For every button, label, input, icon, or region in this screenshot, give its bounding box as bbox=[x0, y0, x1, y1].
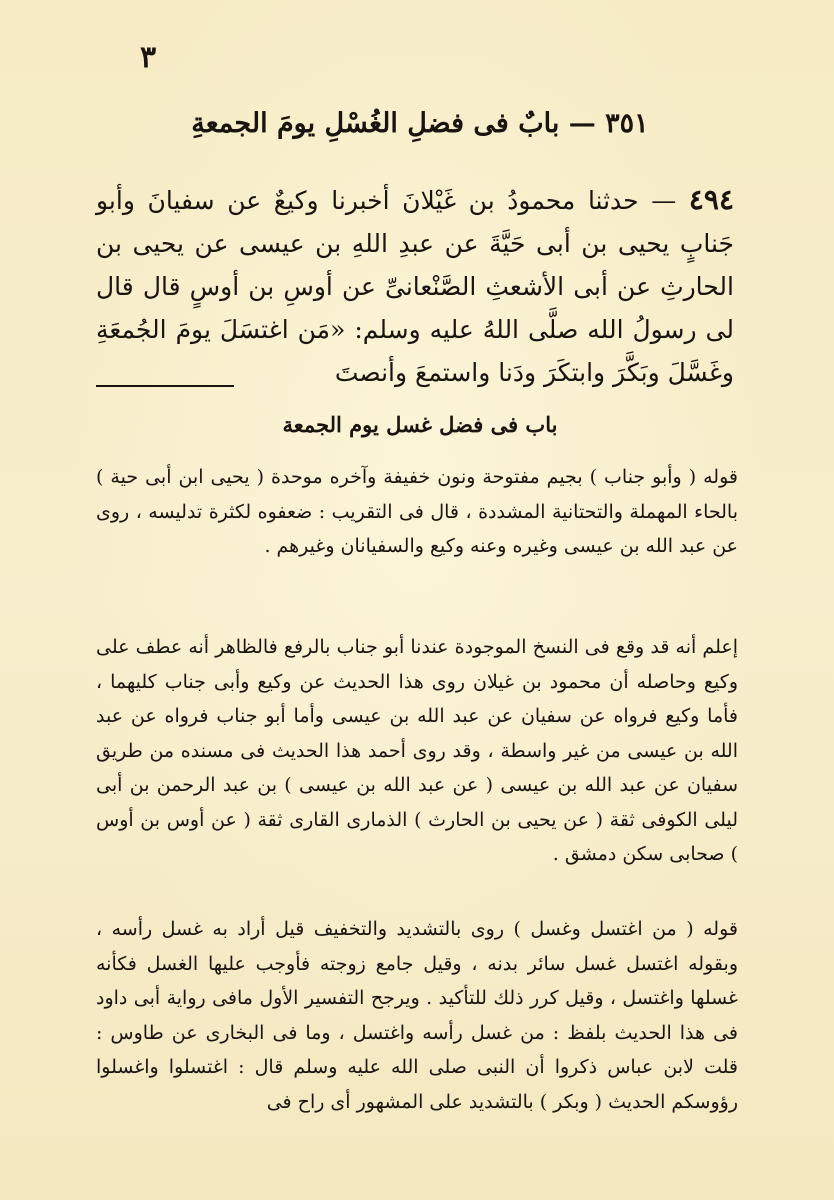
commentary-paragraph: قوله ( من اغتسل وغسل ) روى بالتشديد والتخفيف قيل أراد به غسل رأسه ، وبقوله اغتسل غسل سائر بدنه ، وقيل جامع زوجته فأوجب عليها الغسل فكأنه غسلها واغتسل ، وقيل كرر ذلك للتأكيد . ويرجح التفسير الأول مافى رواية أبى داود فى هذا الحديث بلفظ : من غسل رأسه واغتسل ، وما فى البخارى عن طاوس : قلت لابن عباس ذكروا أن النبى صلى الله عليه وسلم قال : اغتسلوا واغسلوا رؤوسكم الحديث ( وبكر ) بالتشديد على المشهور أى راح فى bbox=[96, 918, 738, 1113]
commentary-paragraph: إعلم أنه قد وقع فى النسخ الموجودة عندنا أبو جناب بالرفع فالظاهر أنه عطف على وكيع وحاصله أن محمود بن غيلان روى هذا الحديث عن وكيع وأبى جناب كليهما ، فأما وكيع فرواه عن سفيان عن عبد الله بن عيسى وأما أبو جناب فرواه عن عبد الله بن عيسى من غير واسطة ، وقد روى أحمد هذا الحديث فى مسنده من طريق سفيان عن عبد الله بن عيسى ( عن عبد الله بن عيسى ) بن عبد الرحمن بن أبى ليلى الكوفى ثقة ( عن يحيى بن الحارث ) الذمارى القارى ثقة ( عن أوس بن أوس ) صحابى سكن دمشق . bbox=[96, 636, 738, 865]
commentary-paragraph: قوله ( وأبو جناب ) بجيم مفتوحة ونون خفيفة وآخره موحدة ( يحيى ابن أبى حية ) بالحاء المهملة والتحتانية المشددة ، قال فى التقريب : ضعفوه لكثرة تدليسه ، روى عن عبد الله بن عيسى وغيره وعنه وكيع والسفيانان وغيرهم . bbox=[96, 466, 738, 557]
hadith-text-block bbox=[96, 178, 734, 394]
commentary-title: باب فى فضل غسل يوم الجمعة bbox=[282, 412, 558, 437]
section-divider bbox=[96, 385, 234, 387]
page-number: ٣ bbox=[140, 40, 157, 75]
hadith-text: — حدثنا محمودُ بن غَيْلانَ أخبرنا وكيعٌ عن سفيانَ وأبو جَنابٍ يحيى بن أبى حَيَّةَ عن عبدِ اللهِ بن عيسى عن يحيى بن الحارثِ عن أبى الأشعثِ الصَّنْعانىِّ عن أوسِ بن أوسٍ قال قال لى رسولُ الله صلَّى اللهُ عليه وسلم: «مَن اغتسَلَ يومَ الجُمعَةِ وغَسَّلَ وبَكَّرَ وابتكَرَ ودَنا واستمعَ وأنصتَ bbox=[96, 186, 734, 387]
chapter-title: ٣٥١ — بابٌ فى فضلِ الغُسْلِ يومَ الجمعةِ bbox=[191, 108, 649, 139]
hadith-number: ٤٩٤ bbox=[688, 183, 734, 216]
